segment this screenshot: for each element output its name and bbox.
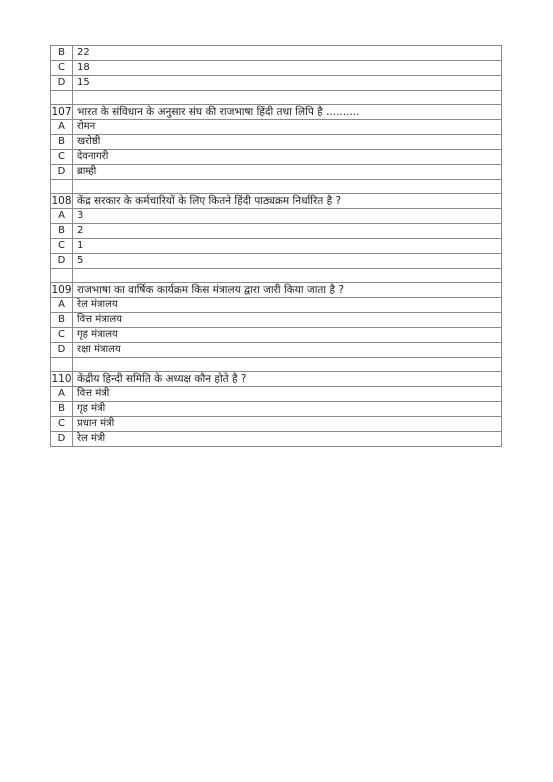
option-text: 1 bbox=[73, 239, 502, 254]
option-letter: B bbox=[51, 224, 73, 239]
option-row bbox=[51, 61, 502, 76]
option-letter: B bbox=[51, 46, 73, 61]
option-letter: B bbox=[51, 402, 73, 417]
option-text: 5 bbox=[73, 254, 502, 269]
option-text: गृह मंत्री bbox=[73, 402, 502, 417]
question-text: केंद्रीय हिन्दी समिति के अध्यक्ष कौन होते है ? bbox=[73, 372, 502, 387]
option-letter: C bbox=[51, 239, 73, 254]
question-row bbox=[51, 194, 502, 209]
option-row bbox=[51, 417, 502, 432]
option-text: वित्त मंत्री bbox=[73, 387, 502, 402]
option-row bbox=[51, 120, 502, 135]
option-text: 15 bbox=[73, 76, 502, 91]
option-row bbox=[51, 402, 502, 417]
question-text: केंद्र सरकार के कर्मचारियों के लिए कितने हिंदी पाठ्यक्रम निर्धारित है ? bbox=[73, 194, 502, 209]
option-row bbox=[51, 432, 502, 447]
option-text: 18 bbox=[73, 61, 502, 76]
option-letter: C bbox=[51, 328, 73, 343]
option-letter: B bbox=[51, 135, 73, 150]
option-text: खरोष्ठी bbox=[73, 135, 502, 150]
option-text: 2 bbox=[73, 224, 502, 239]
option-text: रेल मंत्रालय bbox=[73, 298, 502, 313]
option-row bbox=[51, 313, 502, 328]
option-row bbox=[51, 135, 502, 150]
option-text: वित्त मंत्रालय bbox=[73, 313, 502, 328]
option-letter: A bbox=[51, 209, 73, 224]
option-letter: D bbox=[51, 343, 73, 358]
option-text: 22 bbox=[73, 46, 502, 61]
option-letter bbox=[51, 180, 73, 194]
option-row bbox=[51, 298, 502, 313]
option-letter: C bbox=[51, 417, 73, 432]
spacer-row bbox=[51, 91, 502, 105]
option-letter: D bbox=[51, 432, 73, 447]
spacer-row bbox=[51, 358, 502, 372]
option-row bbox=[51, 254, 502, 269]
option-text: प्रधान मंत्री bbox=[73, 417, 502, 432]
option-row bbox=[51, 209, 502, 224]
question-number: 109 bbox=[51, 284, 72, 296]
option-letter: C bbox=[51, 61, 73, 76]
option-row bbox=[51, 46, 502, 61]
question-row bbox=[51, 105, 502, 120]
option-letter bbox=[51, 91, 73, 105]
option-row bbox=[51, 343, 502, 358]
option-row bbox=[51, 239, 502, 254]
option-text bbox=[73, 269, 502, 283]
spacer-row bbox=[51, 269, 502, 283]
option-row bbox=[51, 224, 502, 239]
option-row bbox=[51, 328, 502, 343]
option-text bbox=[73, 91, 502, 105]
option-letter: C bbox=[51, 150, 73, 165]
option-text: रक्षा मंत्रालय bbox=[73, 343, 502, 358]
option-letter: A bbox=[51, 120, 73, 135]
option-text: गृह मंत्रालय bbox=[73, 328, 502, 343]
option-letter bbox=[51, 269, 73, 283]
option-row bbox=[51, 165, 502, 180]
question-row bbox=[51, 283, 502, 298]
option-row bbox=[51, 76, 502, 91]
option-text: रोमन bbox=[73, 120, 502, 135]
question-text: भारत के संविधान के अनुसार संघ की राजभाषा हिंदी तथा लिपि है .......... bbox=[73, 105, 502, 120]
question-number: 107 bbox=[51, 106, 72, 118]
option-text bbox=[73, 180, 502, 194]
question-number: 110 bbox=[51, 373, 72, 385]
option-letter bbox=[51, 358, 73, 372]
option-letter: D bbox=[51, 76, 73, 91]
option-letter: A bbox=[51, 387, 73, 402]
question-table-body bbox=[51, 46, 502, 447]
question-text: राजभाषा का वार्षिक कार्यक्रम किस मंत्रालय द्वारा जारी किया जाता है ? bbox=[73, 283, 502, 298]
question-table bbox=[50, 45, 502, 447]
option-text bbox=[73, 358, 502, 372]
question-number: 108 bbox=[51, 195, 72, 207]
option-text: ब्राम्ही bbox=[73, 165, 502, 180]
option-text: 3 bbox=[73, 209, 502, 224]
spacer-row bbox=[51, 180, 502, 194]
option-row bbox=[51, 150, 502, 165]
option-text: देवनागरी bbox=[73, 150, 502, 165]
option-letter: B bbox=[51, 313, 73, 328]
option-row bbox=[51, 387, 502, 402]
option-letter: D bbox=[51, 165, 73, 180]
option-letter: D bbox=[51, 254, 73, 269]
option-letter: A bbox=[51, 298, 73, 313]
option-text: रेल मंत्री bbox=[73, 432, 502, 447]
question-row bbox=[51, 372, 502, 387]
